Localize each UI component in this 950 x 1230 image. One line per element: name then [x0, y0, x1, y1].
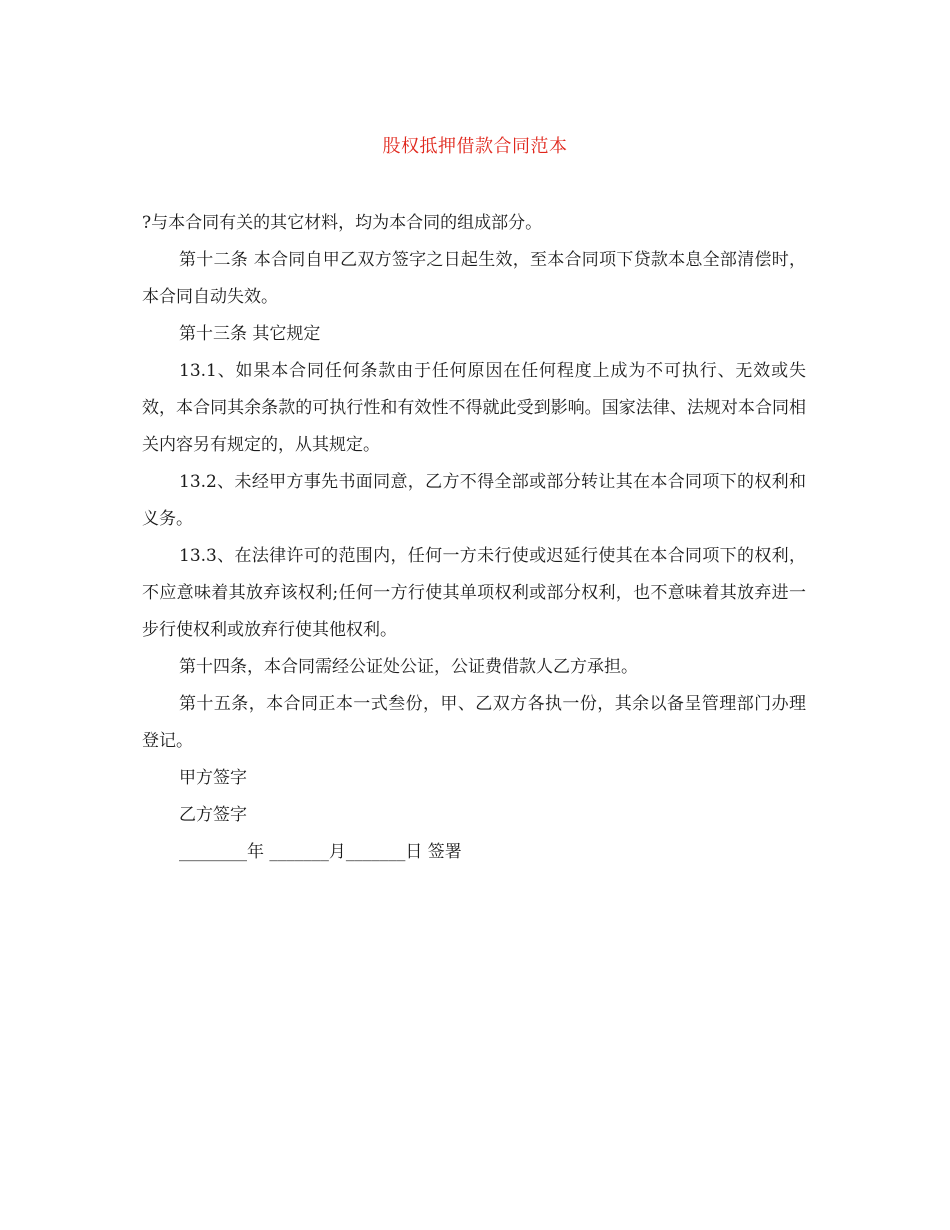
party-b-signature: 乙方签字	[179, 805, 247, 825]
party-a-signature: 甲方签字	[179, 768, 247, 788]
paragraph-clause-13-2: 13.2、未经甲方事先书面同意，乙方不得全部或部分转让其在本合同项下的权利和义务。	[142, 472, 806, 529]
paragraph-article-13-heading: 第十三条 其它规定	[179, 324, 321, 344]
paragraph-materials: ?与本合同有关的其它材料，均为本合同的组成部分。	[142, 213, 543, 233]
paragraph-clause-13-1: 13.1、如果本合同任何条款由于任何原因在任何程度上成为不可执行、无效或失效，本合同其余条款的可执行性和有效性不得就此受到影响。国家法律、法规对本合同相关内容另有规定的，从其规定。	[142, 361, 806, 455]
document-body	[142, 205, 806, 871]
paragraph-article-12: 第十二条 本合同自甲乙双方签字之日起生效，至本合同项下贷款本息全部清偿时，本合同自动失效。	[142, 250, 806, 307]
paragraph-article-14: 第十四条，本合同需经公证处公证，公证费借款人乙方承担。	[179, 657, 638, 677]
paragraph-article-15: 第十五条，本合同正本一式叁份，甲、乙双方各执一份，其余以备呈管理部门办理登记。	[142, 694, 806, 751]
signing-date-line: ________年 _______月_______日 签署	[179, 842, 462, 862]
document-title: 股权抵押借款合同范本	[382, 136, 568, 157]
paragraph-clause-13-3: 13.3、在法律许可的范围内，任何一方未行使或迟延行使其在本合同项下的权利，不应意味着其放弃该权利;任何一方行使其单项权利或部分权利，也不意味着其放弃进一步行使权利或放弃行使其他权利。	[142, 546, 806, 640]
